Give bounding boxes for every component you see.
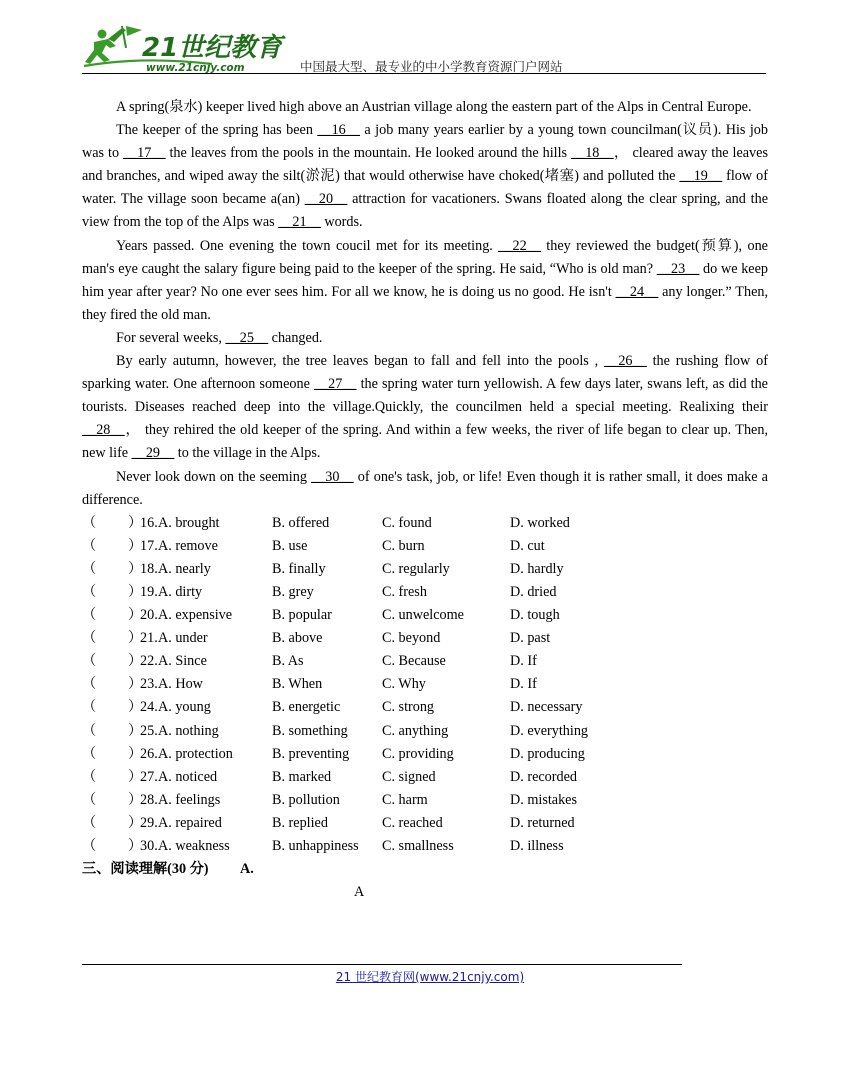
answer-paren-open: （	[82, 514, 97, 531]
blank-29: __29__	[131, 445, 175, 462]
blank-23: __23__	[656, 260, 700, 277]
blank-25: __25__	[225, 329, 269, 346]
option-b: B. As	[272, 653, 304, 670]
option-a: A. nearly	[158, 560, 211, 577]
answer-paren-open: （	[82, 745, 97, 762]
option-a: A. nothing	[158, 722, 219, 739]
option-a: A. dirty	[158, 583, 203, 600]
footer-link[interactable]: 21 世纪教育网(www.21cnjy.com)	[335, 970, 525, 984]
question-row	[82, 673, 768, 696]
option-a: A. protection	[158, 745, 233, 762]
answer-paren-open: （	[82, 653, 97, 670]
blank-16: __16__	[317, 122, 360, 139]
header-divider	[82, 73, 766, 74]
option-a: A. repaired	[158, 814, 222, 831]
passage-paragraph-5: By early autumn, however, the tree leaves began to fall and fell into the pools , __26__ the rushing flow of sparking water. One afternoon someone __27__ the spring water turn yellowish. A few days later, swans left, as did the tourists. Diseases reached deep into the village.Quickly, the councilmen held a special meeting. Realixing their __28__， they rehired the old keeper of the spring. And within a few weeks, the river of life began to clear up. Then, new life __29__ to the village in the Alps.	[82, 353, 768, 462]
option-b: B. replied	[272, 814, 328, 831]
passage-paragraph-1: A spring(泉水) keeper lived high above an Austrian village along the eastern part of the Alps in Central Europe.	[116, 99, 752, 115]
blank-30: __30__	[311, 468, 354, 485]
option-c: C. beyond	[382, 630, 441, 647]
answer-paren-close: ）	[128, 791, 143, 808]
option-d: D. returned	[510, 814, 575, 831]
answer-paren-close: ）	[128, 560, 143, 577]
option-c: C. harm	[382, 791, 428, 808]
blank-19: __19__	[679, 168, 723, 185]
option-a: A. noticed	[158, 768, 218, 785]
answer-paren-open: （	[82, 607, 97, 624]
passage-paragraph-2: The keeper of the spring has been __16__ a job many years earlier by a young town councilman(议员). His job was to __17__ the leaves from the pools in the mountain. He looked around the hills __18__， cleared away the leaves and branches, and wiped away the silt(淤泥) that would otherwise have choked(堵塞) and polluted the __19__ flow of water. The village soon became a(an) __20__ attraction for vacationers. Swans floated along the clear spring, and the view from the top of the Alps was __21__ words.	[82, 122, 768, 231]
option-a: A. How	[158, 676, 203, 693]
question-number: 25.	[140, 722, 158, 739]
option-c: C. signed	[382, 768, 436, 785]
option-d: D. worked	[510, 514, 570, 531]
answer-paren-open: （	[82, 583, 97, 600]
option-c: C. reached	[382, 814, 443, 831]
question-row	[82, 743, 768, 766]
option-a: A. weakness	[158, 838, 230, 854]
question-row	[82, 558, 768, 581]
option-b: B. use	[272, 537, 308, 554]
blank-18: __18__	[571, 145, 614, 162]
answer-paren-close: ）	[128, 676, 143, 693]
option-a: A. under	[158, 630, 208, 647]
option-d: D. necessary	[510, 699, 583, 716]
blank-20: __20__	[304, 191, 348, 208]
answer-paren-close: ）	[128, 607, 143, 624]
answer-paren-close: ）	[128, 537, 143, 554]
option-b: B. marked	[272, 768, 332, 785]
answer-paren-close: ）	[128, 514, 143, 531]
option-a: A. remove	[158, 537, 218, 554]
question-number: 19.	[140, 583, 158, 600]
answer-paren-close: ）	[128, 653, 143, 670]
option-a: A. expensive	[158, 607, 233, 624]
section-sub	[82, 881, 768, 904]
section-part-label: A.	[240, 861, 254, 878]
option-c: C. Why	[382, 676, 426, 693]
option-a: A. brought	[158, 514, 220, 531]
question-row	[82, 789, 768, 812]
question-row	[82, 604, 768, 627]
option-c: C. anything	[382, 722, 449, 739]
question-row	[82, 720, 768, 743]
option-b: B. pollution	[272, 791, 340, 808]
question-row	[82, 766, 768, 789]
blank-26: __26__	[604, 353, 647, 370]
option-b: B. finally	[272, 560, 326, 577]
blank-27: __27__	[313, 376, 357, 393]
passage-paragraph-4: For several weeks, __25__ changed.	[116, 329, 323, 346]
answer-paren-close: ）	[128, 768, 143, 785]
option-d: D. illness	[510, 838, 564, 854]
option-c: C. Because	[382, 653, 446, 670]
page-header	[82, 20, 766, 74]
question-number: 26.	[140, 745, 158, 762]
answer-paren-close: ）	[128, 699, 143, 716]
option-d: D. dried	[510, 583, 557, 600]
option-a: A. feelings	[158, 791, 221, 808]
option-d: D. everything	[510, 722, 589, 739]
question-number: 22.	[140, 653, 158, 670]
answer-paren-open: （	[82, 722, 97, 739]
question-number: 21.	[140, 630, 158, 647]
answer-paren-open: （	[82, 814, 97, 831]
question-row	[82, 835, 768, 858]
option-a: A. Since	[158, 653, 207, 670]
option-b: B. something	[272, 722, 348, 739]
answer-paren-open: （	[82, 791, 97, 808]
passage-paragraph-3: Years passed. One evening the town coucil met for its meeting. __22__ they reviewed the budget(预算), one man's eye caught the salary figure being paid to the keeper of the spring. He said, “Who is old man? __23__ do we keep him year after year? No one ever sees him. For all we know, he is doing us no good. He isn't __24__ any longer.” Then, they fired the old man.	[82, 237, 769, 323]
answer-paren-open: （	[82, 537, 97, 554]
question-number: 17.	[140, 537, 158, 554]
answer-paren-open: （	[82, 838, 97, 854]
question-number: 16.	[140, 514, 158, 531]
blank-28: __28__	[82, 422, 125, 439]
svg-text:21世纪教育: 21世纪教育	[142, 33, 283, 63]
answer-paren-close: ）	[128, 814, 143, 831]
answer-paren-close: ）	[128, 838, 143, 854]
option-d: D. past	[510, 630, 551, 647]
answer-paren-close: ）	[128, 630, 143, 647]
question-row	[82, 812, 768, 835]
blank-21: __21__	[278, 214, 321, 231]
option-d: D. If	[510, 676, 537, 693]
option-b: B. energetic	[272, 699, 341, 716]
question-row	[82, 535, 768, 558]
blank-22: __22__	[498, 237, 541, 254]
option-b: B. above	[272, 630, 323, 647]
question-number: 28.	[140, 791, 158, 808]
blank-24: __24__	[615, 283, 659, 300]
answer-paren-open: （	[82, 699, 97, 716]
option-d: D. tough	[510, 607, 560, 624]
document-body	[82, 96, 768, 904]
question-number: 27.	[140, 768, 158, 785]
option-c: C. unwelcome	[382, 607, 464, 624]
question-row	[82, 581, 768, 604]
answer-paren-open: （	[82, 560, 97, 577]
blank-17: __17__	[122, 145, 166, 162]
question-number: 18.	[140, 560, 158, 577]
option-b: B. popular	[272, 607, 332, 624]
header-slogan: 中国最大型、最专业的中小学教育资源门户网站	[300, 59, 563, 74]
question-row	[82, 696, 768, 719]
option-c: C. found	[382, 514, 432, 531]
option-d: D. cut	[510, 537, 545, 554]
answer-paren-close: ）	[128, 722, 143, 739]
option-c: C. burn	[382, 537, 425, 554]
option-b: B. grey	[272, 583, 314, 600]
question-number: 24.	[140, 699, 158, 716]
option-a: A. young	[158, 699, 211, 716]
answer-paren-open: （	[82, 676, 97, 693]
option-d: D. mistakes	[510, 791, 577, 808]
question-number: 30.	[140, 838, 158, 854]
option-b: B. When	[272, 676, 323, 693]
logo-21cnjy-icon	[82, 20, 292, 74]
option-c: C. smallness	[382, 838, 454, 854]
option-c: C. regularly	[382, 560, 450, 577]
option-b: B. preventing	[272, 745, 350, 762]
option-d: D. If	[510, 653, 537, 670]
footer-divider	[82, 964, 682, 965]
section-sub-label: A	[354, 884, 365, 901]
question-number: 23.	[140, 676, 158, 693]
answer-paren-open: （	[82, 768, 97, 785]
answer-paren-close: ）	[128, 583, 143, 600]
question-number: 20.	[140, 607, 158, 624]
option-b: B. unhappiness	[272, 838, 359, 854]
svg-text:www.21cnjy.com: www.21cnjy.com	[146, 62, 245, 74]
option-c: C. providing	[382, 745, 454, 762]
question-row	[82, 627, 768, 650]
answer-paren-open: （	[82, 630, 97, 647]
question-row	[82, 650, 768, 673]
question-list	[82, 512, 768, 858]
section-title: 三、阅读理解(30 分)	[82, 861, 209, 878]
option-b: B. offered	[272, 514, 330, 531]
answer-paren-close: ）	[128, 745, 143, 762]
section-heading	[82, 858, 768, 881]
option-c: C. strong	[382, 699, 435, 716]
option-c: C. fresh	[382, 583, 427, 600]
question-number: 29.	[140, 814, 158, 831]
option-d: D. hardly	[510, 560, 564, 577]
option-d: D. producing	[510, 745, 585, 762]
option-d: D. recorded	[510, 768, 577, 785]
question-row	[82, 512, 768, 535]
passage-paragraph-6: Never look down on the seeming __30__ of one's task, job, or life! Even though it is rather small, it does make a difference.	[82, 468, 768, 508]
